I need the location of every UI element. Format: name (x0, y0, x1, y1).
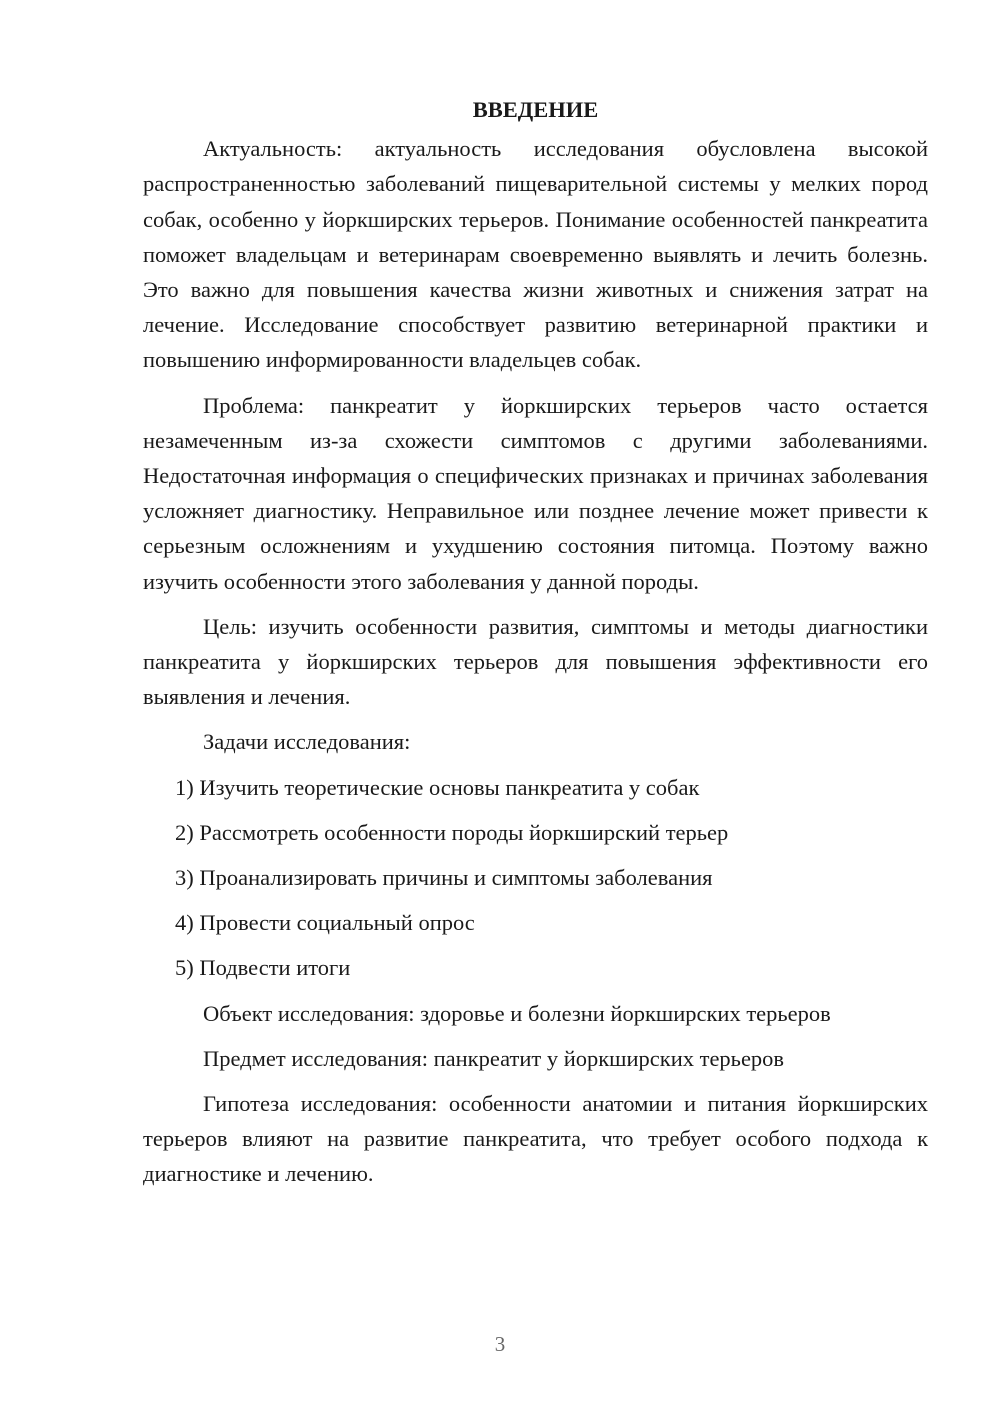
list-item: 1) Изучить теоретические основы панкреатита у собак (175, 774, 700, 800)
problem-paragraph: Проблема: панкреатит у йоркширских терьеров часто остается незамеченным из-за схожести симптомов с другими заболеваниями. Недостаточная информация о специфических признаках и причинах заболевания усложняет диагностику. Неправильное или позднее лечение может привести к серьезным осложнениям и ухудшению состояния питомца. Поэтому важно изучить особенности этого заболевания у данной породы. (143, 392, 928, 594)
list-item: 2) Рассмотреть особенности породы йоркширский терьер (175, 819, 729, 845)
goal-paragraph: Цель: изучить особенности развития, симптомы и методы диагностики панкреатита у йоркширских терьеров для повышения эффективности его выявления и лечения. (143, 613, 928, 710)
page-title: ВВЕДЕНИЕ (472, 97, 599, 122)
list-item: 5) Подвести итоги (175, 955, 351, 981)
object-line: Объект исследования: здоровье и болезни йоркширских терьеров (203, 1000, 831, 1026)
subject-line: Предмет исследования: панкреатит у йоркширских терьеров (203, 1045, 785, 1071)
list-item: 4) Провести социальный опрос (175, 910, 475, 936)
page-number: 3 (494, 1332, 506, 1356)
hypothesis-paragraph: Гипотеза исследования: особенности анатомии и питания йоркширских терьеров влияют на развитие панкреатита, что требует особого подхода к диагностике и лечению. (143, 1091, 928, 1187)
relevance-paragraph: Актуальность: актуальность исследования обусловлена высокой распространенностью заболеваний пищеварительной системы у мелких пород собак, особенно у йоркширских терьеров. Понимание особенностей панкреатита поможет владельцам и ветеринарам своевременно выявлять и лечить болезнь. Это важно для повышения качества жизни животных и снижения затрат на лечение. Исследование способствует развитию ветеринарной практики и повышению информированности владельцев собак. (143, 136, 928, 373)
tasks-list (143, 770, 928, 986)
tasks-heading: Задачи исследования: (203, 729, 411, 755)
list-item: 3) Проанализировать причины и симптомы заболевания (175, 865, 713, 891)
document-page (143, 92, 928, 1202)
